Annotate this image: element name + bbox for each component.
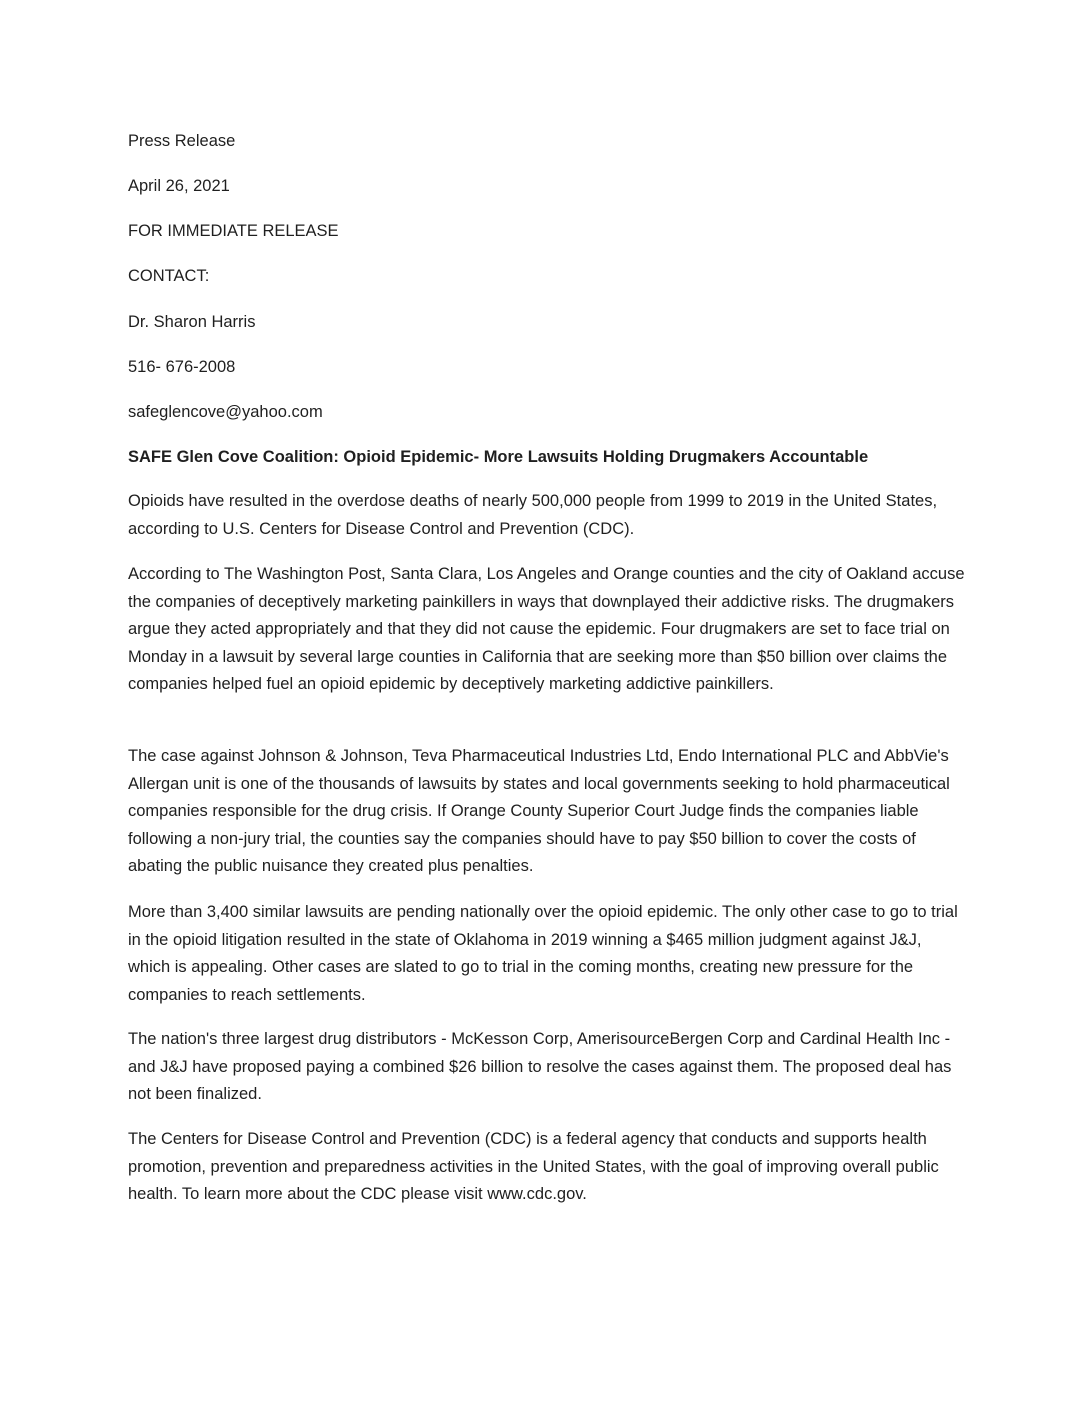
paragraph-case-details: The case against Johnson & Johnson, Teva Pharmaceutical Industries Ltd, Endo International PLC and AbbVie's Allergan unit is one of the thousands of lawsuits by states and local governments seeking to hold pharmaceutical companies responsible for the drug crisis. If Orange County Superior Court Judge finds the companies liable following a non-jury trial, the counties say the companies should have to pay $50 billion to cover the costs of abating the public nuisance they created plus penalties. — [128, 747, 950, 875]
document-type-label: Press Release — [128, 132, 236, 150]
contact-email: safeglencove@yahoo.com — [128, 403, 323, 421]
paragraph-distributors: The nation's three largest drug distributors - McKesson Corp, AmerisourceBergen Corp and Cardinal Health Inc - and J&J have proposed paying a combined $26 billion to resolve the cases against them. The proposed deal has not been finalized. — [128, 1030, 952, 1103]
contact-label: CONTACT: — [128, 267, 210, 285]
release-notice: FOR IMMEDIATE RELEASE — [128, 222, 339, 240]
paragraph-pending-lawsuits: More than 3,400 similar lawsuits are pending nationally over the opioid epidemic. The only other case to go to trial in the opioid litigation resulted in the state of Oklahoma in 2019 winning a $465 million judgment against J&J, which is appealing. Other cases are slated to go to trial in the coming months, creating new pressure for the companies to reach settlements. — [128, 903, 958, 1004]
paragraph-cdc-about: The Centers for Disease Control and Prevention (CDC) is a federal agency that conducts and supports health promotion, prevention and preparedness activities in the United States, with the goal of improving overall public health. To learn more about the CDC please visit www.cdc.gov. — [128, 1130, 939, 1203]
contact-phone: 516- 676-2008 — [128, 358, 236, 376]
release-date: April 26, 2021 — [128, 177, 230, 195]
contact-name: Dr. Sharon Harris — [128, 313, 256, 331]
headline: SAFE Glen Cove Coalition: Opioid Epidemic- More Lawsuits Holding Drugmakers Accountable — [128, 448, 869, 466]
paragraph-washington-post: According to The Washington Post, Santa Clara, Los Angeles and Orange counties and the city of Oakland accuse the companies of deceptively marketing painkillers in ways that downplayed their addictive risks. The drugmakers argue they acted appropriately and that they did not cause the epidemic. Four drugmakers are set to face trial on Monday in a lawsuit by several large counties in California that are seeking more than $50 billion over claims the companies helped fuel an opioid epidemic by deceptively marketing addictive painkillers. — [128, 565, 965, 693]
paragraph-cdc-statistics: Opioids have resulted in the overdose deaths of nearly 500,000 people from 1999 to 2019 in the United States, according to U.S. Centers for Disease Control and Prevention (CDC). — [128, 492, 938, 538]
